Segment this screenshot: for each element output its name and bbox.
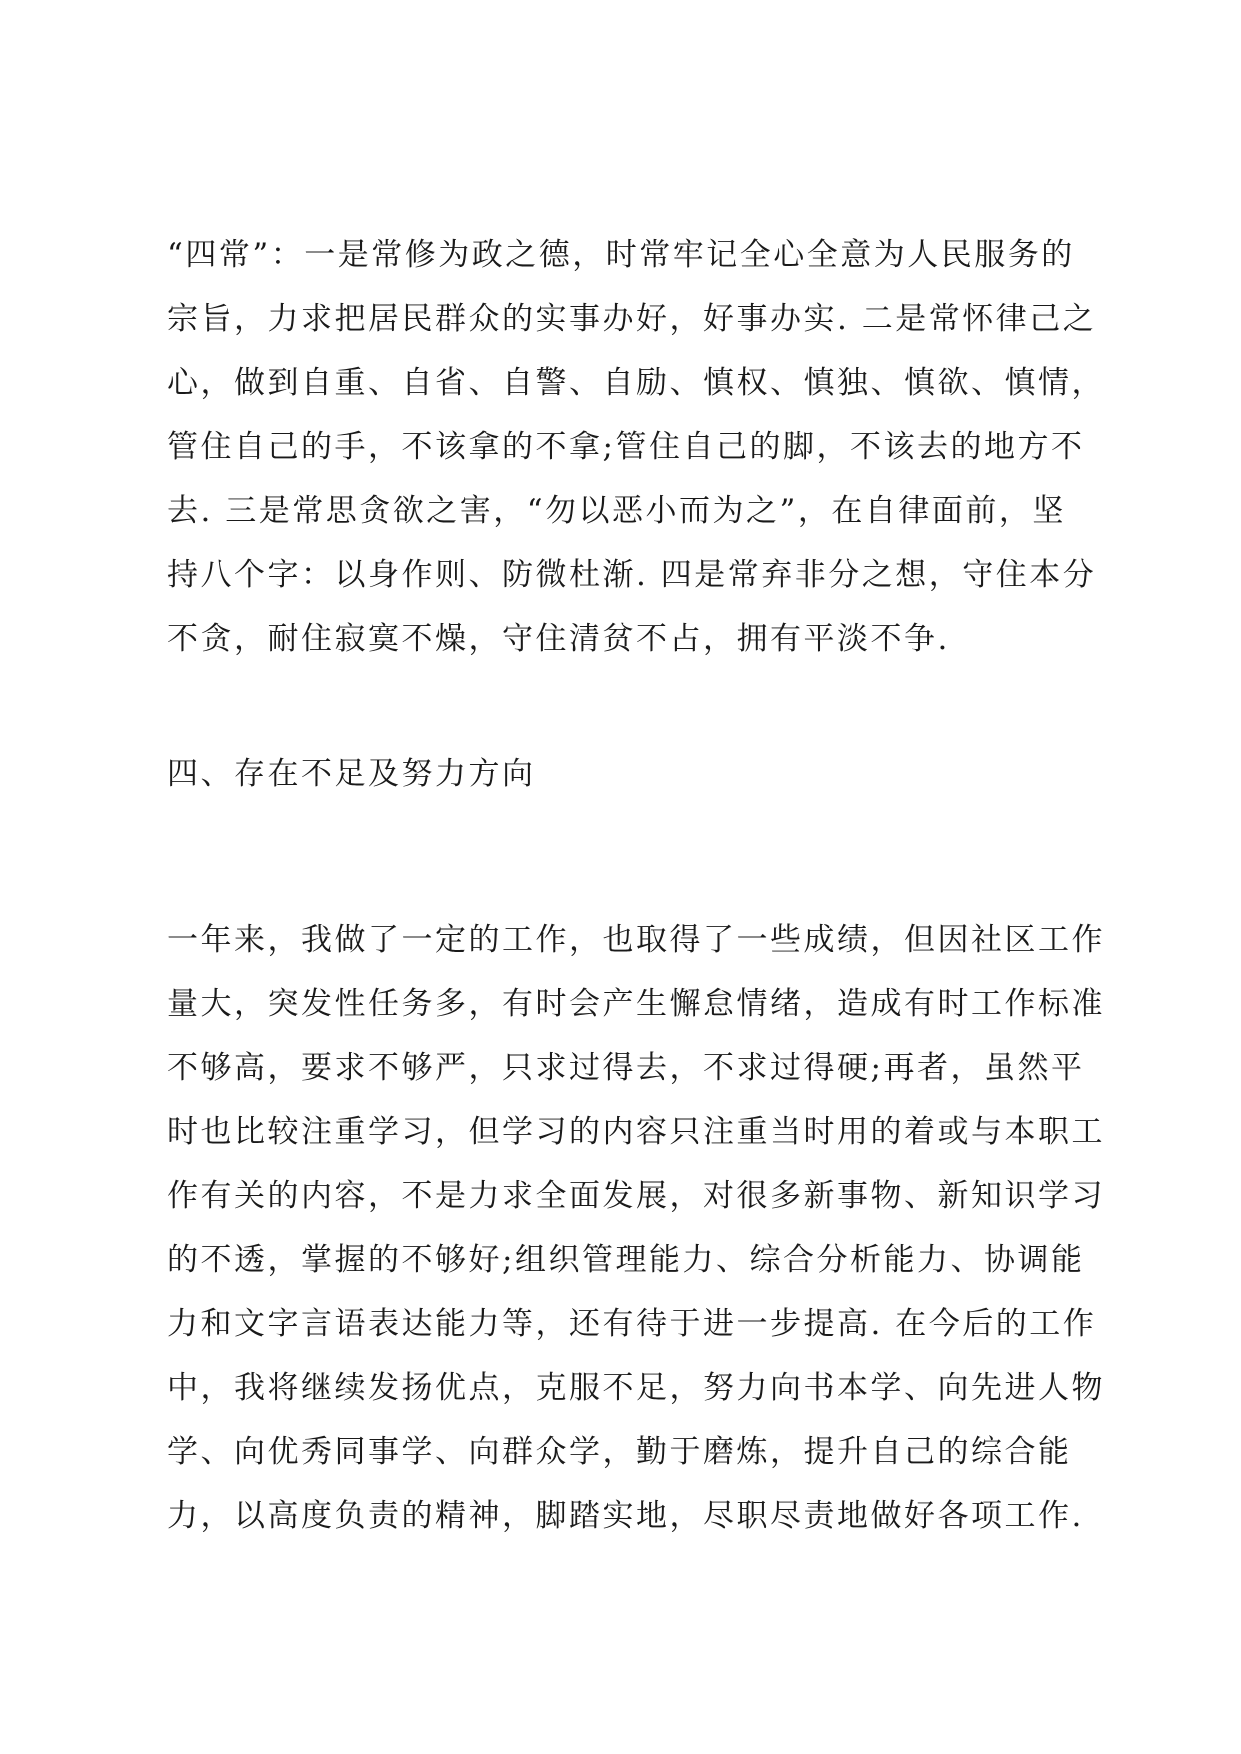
paragraph-line: 去. 三是常思贪欲之害，“勿以恶小而为之”，在自律面前，坚	[167, 493, 1066, 529]
paragraph-line: 力，以高度负责的精神，脚踏实地，尽职尽责地做好各项工作.	[167, 1498, 1084, 1534]
section-heading	[167, 742, 1087, 806]
paragraph-line: 学、向优秀同事学、向群众学，勤于磨炼，提升自己的综合能	[167, 1434, 1072, 1470]
paragraph-line: 中，我将继续发扬优点，克服不足，努力向书本学、向先进人物	[167, 1370, 1105, 1406]
paragraph-line: 不贪，耐住寂寞不燥，守住清贫不占，拥有平淡不争.	[167, 621, 950, 657]
paragraph-line: 力和文字言语表达能力等，还有待于进一步提高. 在今后的工作	[167, 1306, 1097, 1342]
section-heading-text: 四、存在不足及努力方向	[167, 756, 536, 792]
paragraph-line: 时也比较注重学习，但学习的内容只注重当时用的着或与本职工	[167, 1114, 1105, 1150]
paragraph-line: 一年来，我做了一定的工作，也取得了一些成绩，但因社区工作	[167, 922, 1105, 958]
paragraph-line: 作有关的内容，不是力求全面发展，对很多新事物、新知识学习	[167, 1178, 1105, 1214]
paragraph-line: 不够高，要求不够严，只求过得去，不求过得硬;再者，虽然平	[167, 1050, 1085, 1086]
paragraph-line: 的不透，掌握的不够好;组织管理能力、综合分析能力、协调能	[167, 1242, 1085, 1278]
paragraph-line: “四常”：一是常修为政之德，时常牢记全心全意为人民服务的	[167, 237, 1075, 273]
paragraph-line: 心，做到自重、自省、自警、自励、慎权、慎独、慎欲、慎情，	[167, 365, 1105, 401]
paragraph-four-constants	[167, 223, 1105, 671]
paragraph-shortcomings	[167, 908, 1105, 1548]
paragraph-line: 持八个字：以身作则、防微杜渐. 四是常弃非分之想，守住本分	[167, 557, 1097, 593]
paragraph-line: 管住自己的手，不该拿的不拿;管住自己的脚，不该去的地方不	[167, 429, 1085, 465]
paragraph-line: 量大，突发性任务多，有时会产生懈怠情绪，造成有时工作标准	[167, 986, 1105, 1022]
paragraph-line: 宗旨，力求把居民群众的实事办好，好事办实. 二是常怀律己之	[167, 301, 1097, 337]
